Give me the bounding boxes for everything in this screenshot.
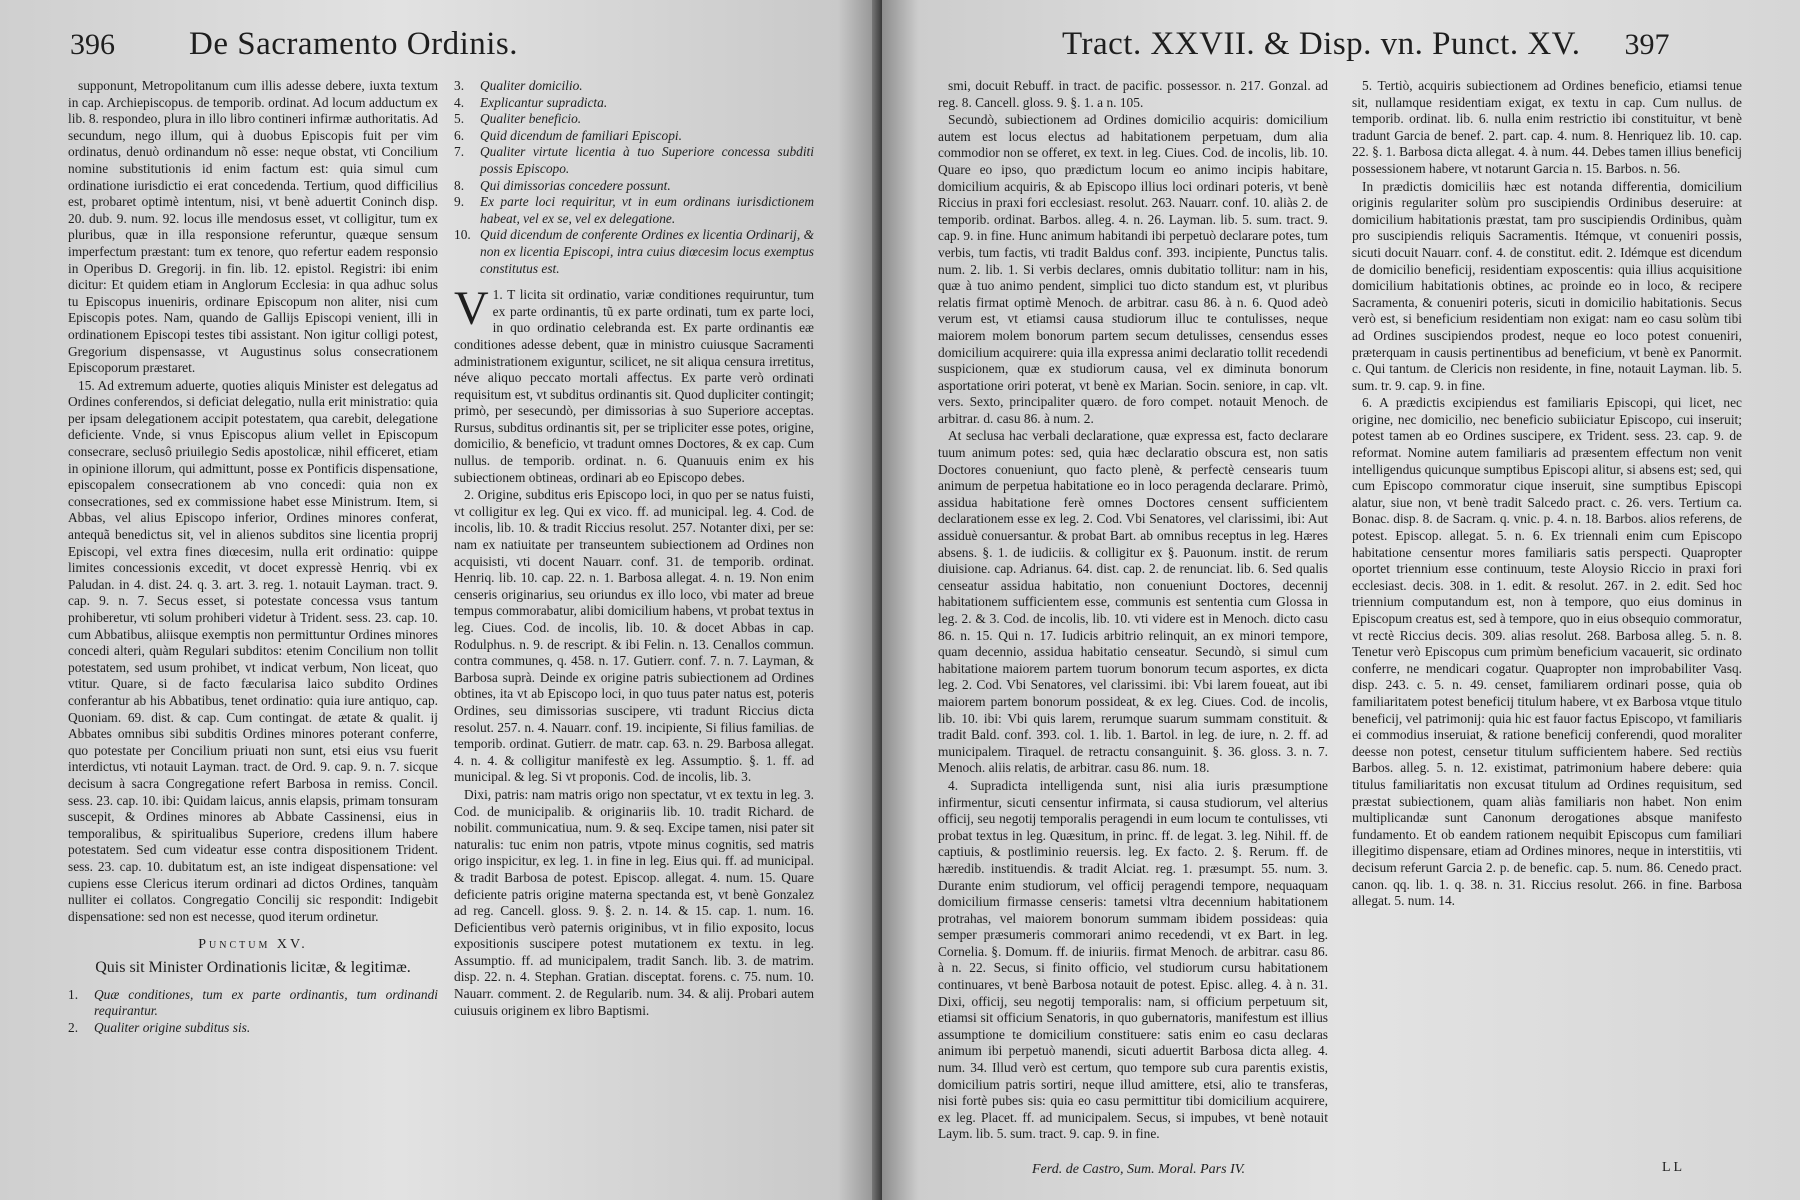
signature-line: Ferd. de Castro, Sum. Moral. Pars IV. (1032, 1162, 1245, 1177)
gathering-mark: L L (1662, 1160, 1683, 1175)
drop-capital: V (454, 282, 489, 336)
summary-item (454, 144, 814, 177)
summary-item-text: Explicantur supradicta. (480, 94, 608, 110)
right-page (882, 0, 1800, 1200)
paragraph: 2. Origine, subditus eris Episcopo loci, in quo per se natus fuisti, vt colligitur ex leg. Qui ex vico. ff. ad municipal. leg. 4. Cod. de incolis, lib. 10. & tradit Riccius resolut. 257. Notanter dixi, per se: nam ex natiuitate per transeuntem subiectionem ad Ordines non acquisisti, vti docent Nauarr. conf. 31. de temporib. ordinat. Henriq. lib. 10. cap. 22. n. 1. Barbosa allegat. 4. n. 19. Non enim censeris originarius, seu oriundus ex illo loco, vbi mater ad breue tempus commorabatur, alibi domicilium habens, vt probat textus in leg. Ciues. Cod. de incolis, lib. 10. & docet Abbas in cap. Rodulphus. n. 9. de rescript. & ibi Felin. n. 13. Cenallos commun. contra communes, q. 458. n. 17. Gutierr. conf. 7. n. 7. Layman, & Barbosa suprà. Deinde ex origine patris subiectionem ad Ordines obtines, ita vt ab Episcopo loci, in quo tuus pater natus est, poteris Ordines, seu dimissorias suscipere, vti tradunt Riccius dicta resolut. 257. n. 4. Nauarr. conf. 19. incipiente, Si filius familias. de temporib. ordinat. Gutierr. de matr. cap. 63. n. 29. Barbosa allegat. 4. n. 4. & colligitur manifestè ex leg. Assumptio. §. 1. ff. ad municipal. & leg. Si vt proponis. Cod. de incolis, lib. 3. (454, 487, 814, 785)
paragraph: Dixi, patris: nam matris origo non spectatur, vt ex textu in leg. 3. Cod. de municipalib. & originariis lib. 10. tradit Richard. de nobilit. communicatiua, num. 9. & seq. Excipe tamen, nisi pater sit naturalis: tuc enim non patris, vtpote minus cognitis, sed matris origo inspicitur, ex leg. 1. in fine in leg. Eius qui. ff. ad municipal. & tradit Barbosa de potest. Episcop. allegat. 4. num. 15. Quare deficiente patris origine materna spectanda est, vt benè Gonzalez ad reg. Cancell. gloss. 9. §. 2. n. 14. & 15. cap. 1. num. 16. Deficientibus verò paternis originibus, vt in filio exposito, locus expositionis suscipere potest mutationem ex textu. in leg. Assumptio. ff. ad municipalem, tradit Sanch. lib. 3. de matrim. disp. 22. n. 4. Stephan. Gratian. disceptat. forens. c. 75. num. 10. Nauarr. comment. 2. de Regularib. num. 34. & alij. Probari autem cuiusuis originem ex libro Baptismi. (454, 786, 814, 1018)
summary-item (454, 194, 814, 227)
paragraph: 4. Supradicta intelligenda sunt, nisi alia iuris præsumptione infirmentur, sicuti censentur infirmata, si causa studiorum, vel alterius officij, seu negotij temporalis peragendi in eum locum te contulisses, vti probat textus in leg. Quæsitum, in princ. ff. de legat. 3. leg. Nihil. ff. de captiuis, & postliminio reuersis. leg. Ex facto. 2. §. Rerum. ff. de hæredib. instituendis. & tradit Alciat. reg. 1. præsumpt. 55. num. 3. Durante enim studiorum, vel officij peragendi tempore, nequaquam domicilium firmasse censeris: tametsi vltra decennium habitationem protrahas, vel maiorem bonorum summam ibidem possideas: quia semper præsumeris commorari animo recedendi, vt ex Bart. in leg. Cornelia. §. Domum. ff. de iniuriis. firmat Menoch. de arbitrar. casu 86. à n. 22. Secus, si finito officio, vel studiorum cursu habitationem continuares, vt benè Barbosa notauit de potest. Episc. alleg. 4. à n. 31. Dixi, officij, seu negotij temporalis: nam, si officium perpetuum sit, etiamsi sit officium Senatoris, in quo gubernatoris, manifestum est illius assumptione te domicilium constituere: satis enim eo casu declaras animum ibi perpetuò manendi, sicuti aduertit Barbosa dicta alleg. 4. num. 34. Illud verò est certum, quo tempore sub cura parentis existis, domicilium patris sortiri, neque illud amittere, etsi, alio te transferas, nisi fortè pubes sis: quia eo casu permittitur tibi domicilium acquirere, ex leg. Placet. ff. ad municipalem. Secus, si impubes, vt benè notauit Laym. lib. 5. sum. tract. 9. cap. 9. in fine. (938, 777, 1328, 1142)
summary-item-number: 1. (68, 986, 79, 1002)
left-page (0, 0, 882, 1200)
summary-item-text: Qui dimissorias concedere possunt. (480, 177, 671, 193)
summary-item (68, 987, 438, 1020)
paragraph: V 1. T licita sit ordinatio, variæ conditiones requiruntur, tum ex parte ordinantis, tũ ex parte ordinati, tum ex parte loci, in quo ordinatio celebranda est. Ex parte ordinantis eæ conditiones adesse debent, quæ in ministro cuiusque Sacramenti administrationem exiguntur, scilicet, ne sit aliqua censura irretitus, néve aliquo peccato mortali affectus. Ex parte verò ordinati requisitum est, vt subditus ordinantis sit. Quod dupliciter contingit; primò, per sesecundò, per dimissorias à suo Superiore acceptas. Rursus, subditus ordinantis sit, per se tripliciter esse potes, origine, domicilio, & beneficio, vt tradunt omnes Doctores, & ex cap. Cum nullus. de temporib. ordinat. n. 6. Quanuuis enim ex his subiectionem obtineas, ordinari ab eo Episcopo debes. (454, 282, 814, 485)
summary-item (454, 111, 814, 128)
left-col2-text (454, 282, 814, 1019)
punctum-summary-list (68, 987, 438, 1037)
paragraph: 6. A prædictis excipiendus est familiaris Episcopi, qui licet, nec origine, nec domicilio, nec beneficio subiiciatur Episcopo, cui inseruit; potest tamen ab eo Ordines suscipere, ex Trident. sess. 23. cap. 9. de reformat. Nomine autem familiaris ad præsentem effectum non venit intelligendus quicunque sumptibus Episcopi alitur, si absens est; sed, qui cum Episcopo commoratur cique inseruit, sine sumptibus Episcopi alatur, siue non, vt benè tradit Salcedo pract. c. 26. vers. Tertium ca. Bonac. disp. 8. de Sacram. q. vnic. p. 4. n. 18. Barbos. alios referens, de potest. Episcop. allegat. 5. n. 6. Ex triennali enim cum Episcopo habitatione censentur mores familiaris satis perspecti. Quapropter oportet triennium esse continuum, teste Aloysio Riccio in praxi fori ecclesiast. decis. 308. in 1. edit. & resolut. 267. in 2. edit. Sed hoc triennium computandum est, non à tempore, quo eius dominus in Episcopum creatus est, sed à tempore, quo in eius obsequio commoratur, vt rectè Riccius decis. 309. alias resolut. 268. Barbosa alleg. 5. n. 8. Tenetur verò Episcopus cum primùm beneficium vacauerit, sic ordinato conferre, ne mendicari cogatur. Quapropter non improbabiliter Vasq. disp. 243. c. 5. n. 49. censet, familiarem ordinari posse, quia ob familiaritatem potest beneficij titulum habere, vt ex Barbosa vtque titulo beneficij, vel patrimonij: quia hic est fauor factus Episcopo, vt familiaris ei commodius inseruiat, & ratione beneficij conferendi, quod moraliter deesse non potest, censetur titulum sufficientem habere. Sed rectiùs Barbos. alleg. 5. n. 12. existimat, patrimonium habere debere: quia titulus familiaritatis non excusat titulum ad Ordines requisitum, sed præstat subiectionem, quam aliàs familiaris non habet. Non enim multiplicandæ sunt Canonum derogationes absque manifesto fundamento. Et ob eandem rationem nequibit Episcopus cum familiari illegitimo dispensare, etiam ad Ordines minores, neque in interstitiis, vti decisum referunt Garcia 2. p. de benefic. cap. 5. num. 86. Cenedo pract. canon. qq. lib. 1. q. 38. n. 31. Riccius resolut. 266. in fine. Barbosa allegat. 5. num. 14. (1352, 395, 1742, 909)
right-col1-text (938, 78, 1328, 1143)
summary-item (454, 95, 814, 112)
summary-item (454, 178, 814, 195)
summary-item-text: Qualiter domicilio. (480, 78, 583, 93)
summary-item (454, 128, 814, 145)
summary-item-number: 6. (454, 127, 465, 143)
paragraph: At seclusa hac verbali declaratione, quæ expressa est, facto declarare tuum animum potes: sed, quia hæc declaratio obscura est, non satis Doctores conueniunt, quo facto plenè, & perfectè censearis tuum animum de perpetua habitatione eo in loco peragenda declarare. Primò, assidua habitatione ferè omnes Doctores censent sufficientem declarationem esse ex leg. 2. Cod. Vbi Senatores, vel clarissimi, ibi: Aut assiduè conuersantur. & probat Bart. ab omnibus receptus in leg. Hæres absens. §. 1. de iudiciis. & colligitur ex §. Pauonum. instit. de rerum diuisione. cap. Adrianus. 64. dist. cap. 2. de renunciat. lib. 6. Sed qualis censeatur assidua habitatio, non conueniunt Doctores, decennij habitationem sufficientem esse, communis est sententia cum Glossa in leg. 2. & 3. Cod. de incolis, lib. 10. vti videre est in Menoch. dicto casu 86. n. 15. Qui n. 17. Iudicis arbitrio relinquit, an ex minori tempore, quam decennio, assidua habitatio censeatur. Secundò, si simul cum habitatione maiorem partem tuorum bonorum tecum asportes, ex dicta leg. 2. Cod. Vbi Senatores, vel clarissimi. ibi: Vbi larem foueat, aut ibi maiorem partem bonorum possideat, & ex leg. Ciues. Cod. de incolis, lib. 10. ibi: Vbi quis larem, rerumque suarum summam constituit. & tradit Bald. conf. 393. col. 1. lib. 1. Bartol. in leg. de iure, n. 2. ff. ad municipalem. Tiraquel. de retractu consanguinit. §. 36. gloss. 3. n. 7. Menoch. aliis relatis, de arbitrar. casu 86. num. 18. (938, 428, 1328, 776)
summary-item-number: 9. (454, 194, 465, 210)
summary-list-continued (454, 78, 814, 277)
right-page-number: 397 (1624, 28, 1670, 61)
summary-item-number: 7. (454, 144, 465, 160)
summary-item (454, 227, 814, 277)
summary-item-text: Ex parte loci requiritur, vt in eum ordinans iurisdictionem habeat, vel ex se, vel ex delegatione. (480, 194, 814, 226)
paragraph: 5. Tertiò, acquiris subiectionem ad Ordines beneficio, etiamsi tenue sit, nullamque residentiam exigat, ex textu in cap. Cum nullus. de temporib. ordinat. lib. 6. nulla enim restrictio ibi constituitur, vt benè tradunt Garcia de benef. 2. part. cap. 4. num. 8. Henriquez lib. 10. cap. 22. §. 1. Barbosa dicta allegat. 4. à num. 44. Debes tamen illius beneficij possessionem habere, vt notarunt Garcia n. 15. Barbos. n. 56. (1352, 78, 1742, 176)
summary-item-number: 8. (454, 177, 465, 193)
summary-item-text: Qualiter beneficio. (480, 111, 582, 127)
summary-item-number: 3. (454, 78, 465, 93)
left-column-2 (454, 78, 814, 1188)
summary-item-number: 10. (454, 227, 471, 243)
left-page-number: 396 (70, 28, 115, 61)
punctum-label: Punctum XV. (198, 937, 308, 953)
summary-item-text: Quid dicendum de familiari Episcopi. (480, 127, 682, 143)
right-running-head (1062, 26, 1670, 63)
left-running-title: De Sacramento Ordinis. (189, 26, 518, 62)
paragraph: 15. Ad extremum aduerte, quoties aliquis Minister est delegatus ad Ordines conferendos, si deficiat delegatio, nulla erit ministratio: quia per ipsam delegationem accipit potestatem, qua carebit, delegatione deficiente. Vnde, si vnus Episcopus alium vellet in Episcopum consecrare, seclusô priuilegio Sedis apostolicæ, nihil efficeret, etiam in opinione illorum, qui admittunt, posse ex Pontificis dispensatione, episcopalem consecrationem ab vno concedi: quia non ex consecrationes, sed ex commissione habet esse Ministrum. Item, si Abbas, vel alius Episcopo inferior, Ordines minores conferat, antequã benedictus sit, vel in alienos subditos sine licentia proprij Episcopi, vel extra fines diœcesim, nulla erit ordinatio: quippe limites concessionis excedit, vt docet expressè Henriq. vbi ex Paludan. in 4. dist. 24. q. 3. art. 3. reg. 1. notauit Layman. tract. 9. cap. 9. n. 7. Secus esset, si potestate concessa vsus tantum prohiberetur, vti solum prohiberi videtur à Trident. sess. 23. cap. 10. cum Abbatibus, aliisque exemptis non permittuntur Ordines minores concedi alteri, quàm Regulari subditos: etenim Concilium non tollit potestatem, sed usum prohibet, vt indicat verbum, Non liceat, quo vtitur. Quare, si de facto fæcularisa laico subdito Ordines conferantur ab his Abbatibus, tenet ordinatio: quia iure antiquo, cap. Quoniam. 69. dist. & cap. Cum contingat. de ætate & qualit. ij Abbates omnibus sibi subditis Ordines minores poterant conferre, quo potestate per Concilium priuati non sunt, etsi eius vsu fuerit interdictus, vti notauit Layman. tract. de Ord. 9. cap. 9. n. 7. sicque decisum à sacra Congregatione refert Barbosa in remiss. Concil. sess. 23. cap. 10. ibi: Quidam laicus, annis elapsis, primam tonsuram suscepit, & Ordines minores ab Abbate Cassinensi, eius in temporalibus, & spiritualibus Superiore, credens illum habere potestatem. Sed cum videatur esse contra dispositionem Trident. sess. 23. cap. 10. dubitatum est, an iste indigeat dispensatione: vel cupiens esse Clericus iterum ordinari ad dictos Ordines, tanquàm nulliter ei collatos. Congregatio Concilij sic respondit: Indigebit dispensatione: sed non est necesse, quod iterum ordinetur. (68, 377, 438, 924)
summary-item-text: Qualiter origine subditus sis. (94, 1020, 251, 1036)
left-column-1 (68, 78, 438, 1188)
right-column-2 (1352, 78, 1742, 1168)
summary-item-number: 5. (454, 111, 465, 127)
paragraph: supponunt, Metropolitanum cum illis adesse debere, iuxta textum in cap. Archiepiscopus. de temporib. ordinat. Ad locum adductum ex lib. 8. respondeo, plura in illo libro contineri infirmæ authoritatis. Ad secundum, nego illum, qui à duobus Episcopis fuit per vim ordinatus, denuò ordinandum nõ esse: neque obstat, vti Concilium nomine substitutionis id enim factum est: quia simul cum ordinatione iurisdictio ei erat concedenda. Tertium, quod difficilius est, probaret optimè intentum, nisi, vt benè aduertit Coninch disp. 20. dub. 9. num. 92. locus ille mendosus esset, vt colligitur, tum ex pluribus, quæ in illa responsione referuntur, quæque sensum imperfectum præstant: tum ex tenore, quo refertur eadem responsio in Operibus D. Gregorij. in fin. lib. 12. epistol. Registri: ibi enim dicitur: Et quidem etiam in Anglorum Ecclesia: in qua adhuc solus tu Episcopus inueniris, ordinare Episcopum non aliter, nisi cum Episcopis potes. Nam, quando de Gallijs Episcopi venient, illi in ordinationem Episcopi testes tibi assistant. Non igitur colligi potest, Gregorium dispensasse, vt Augustinus solus consecrationem Episcoporum præstaret. (68, 78, 438, 376)
left-col1-text (68, 78, 438, 925)
right-col2-text (1352, 78, 1742, 910)
summary-item-text: Quid dicendum de conferente Ordines ex licentia Ordinarij, & non ex licentia Episcopi, intra cuius diœcesim locus exemptus constitutus est. (480, 227, 814, 276)
paragraph: Secundò, subiectionem ad Ordines domicilio acquiris: domicilium autem est locus electus ad habitationem perpetuam, dum alia commodior non se offeret, ex text. in leg. Ciues. Cod. de incolis, lib. 10. Quare eo ipso, quo prædictum locum eo animo incipis habitare, domicilium acquiris, & ab Episcopo illius loci ordinari poteris, vt benè Riccius in praxi fori ecclesiast. resolut. 263. Nauarr. conf. 10. aliàs 2. de temporib. ordinat. Barbos. alleg. 4. n. 26. Layman. lib. 5. sum. tract. 9. cap. 9. in fine. Hunc animum habitandi ibi perpetuò declarare potes, tum verbis, tum factis, vti tradit Baldus conf. 393. incipiente, Punctus talis. num. 2. lib. 1. Si verbis declares, omnis dubitatio tollitur: nam in his, quæ à tuo animo pendent, simplici tuo dicto standum est, vt pluribus relatis firmat optimè Menoch. de arbitrar. casu 86. à n. 6. Quod adeò verum est, vt etiamsi causa studiorum illuc te contulisses, neque maiorem molem bonorum partem secum detulisses, censendus esses domicilium acquirere: quia illa expressa animi declaratio tollit recedendi suspicionem, quæ ex studiorum causa, vel ex diminuta bonorum asportatione oriri poterat, vt benè ex Marian. Socin. seniore, in cap. vlt. vers. Sexto, principaliter quæro. de foro compet. notauit Menoch. de arbitrar. d. casu 86. à num. 2. (938, 112, 1328, 426)
summary-item-text: Quæ conditiones, tum ex parte ordinantis, tum ordinandi requirantur. (94, 986, 438, 1019)
summary-item (68, 1020, 438, 1037)
punctum-title: Quis sit Minister Ordinationis licitæ, & legitimæ. (95, 958, 411, 976)
summary-item-text: Qualiter virtute licentia à tuo Superiore concessa subditi possis Episcopo. (480, 144, 814, 176)
summary-item (454, 78, 814, 95)
paragraph: In prædictis domiciliis hæc est notanda differentia, domicilium originis regulariter solùm pro suscipiendis Ordinibus deseruire: at domicilium habitationis præstat, tam pro suscipiendis Ordinibus, quàm pro suscipiendis reliquis Sacramentis. Itémque, vt conueniri possis, sicuti docuit Nauarr. conf. 4. de constitut. edit. 2. Idémque est dicendum de domicilio beneficij, residentiam exposcentis: quia illius acquisitione domicilium habitationis obtines, ac proinde eo in loco, & recipere Sacramenta, & conueniri poteris, sicuti in domicilio habitationis. Secus verò est, si beneficium residentiam non exigat: nam eo casu solùm tibi ad Ordines suscipiendos prodest, neque eo loco potest conueniri, præterquam in causis pertinentibus ad beneficium, vt benè ex Panormit. c. Qui tantum. de Clericis non residente, in fine, notauit Layman. lib. 5. sum. tr. 9. cap. 9. in fine. (1352, 178, 1742, 393)
right-column-1 (938, 78, 1328, 1148)
paragraph: smi, docuit Rebuff. in tract. de pacific. possessor. n. 217. Gonzal. ad reg. 8. Cancell. gloss. 9. §. 1. a n. 105. (938, 78, 1328, 110)
summary-item-number: 2. (68, 1020, 79, 1036)
right-running-title: Tract. XXVII. & Disp. vn. Punct. XV. (1062, 26, 1581, 62)
summary-item-number: 4. (454, 94, 465, 110)
left-running-head (70, 26, 518, 63)
